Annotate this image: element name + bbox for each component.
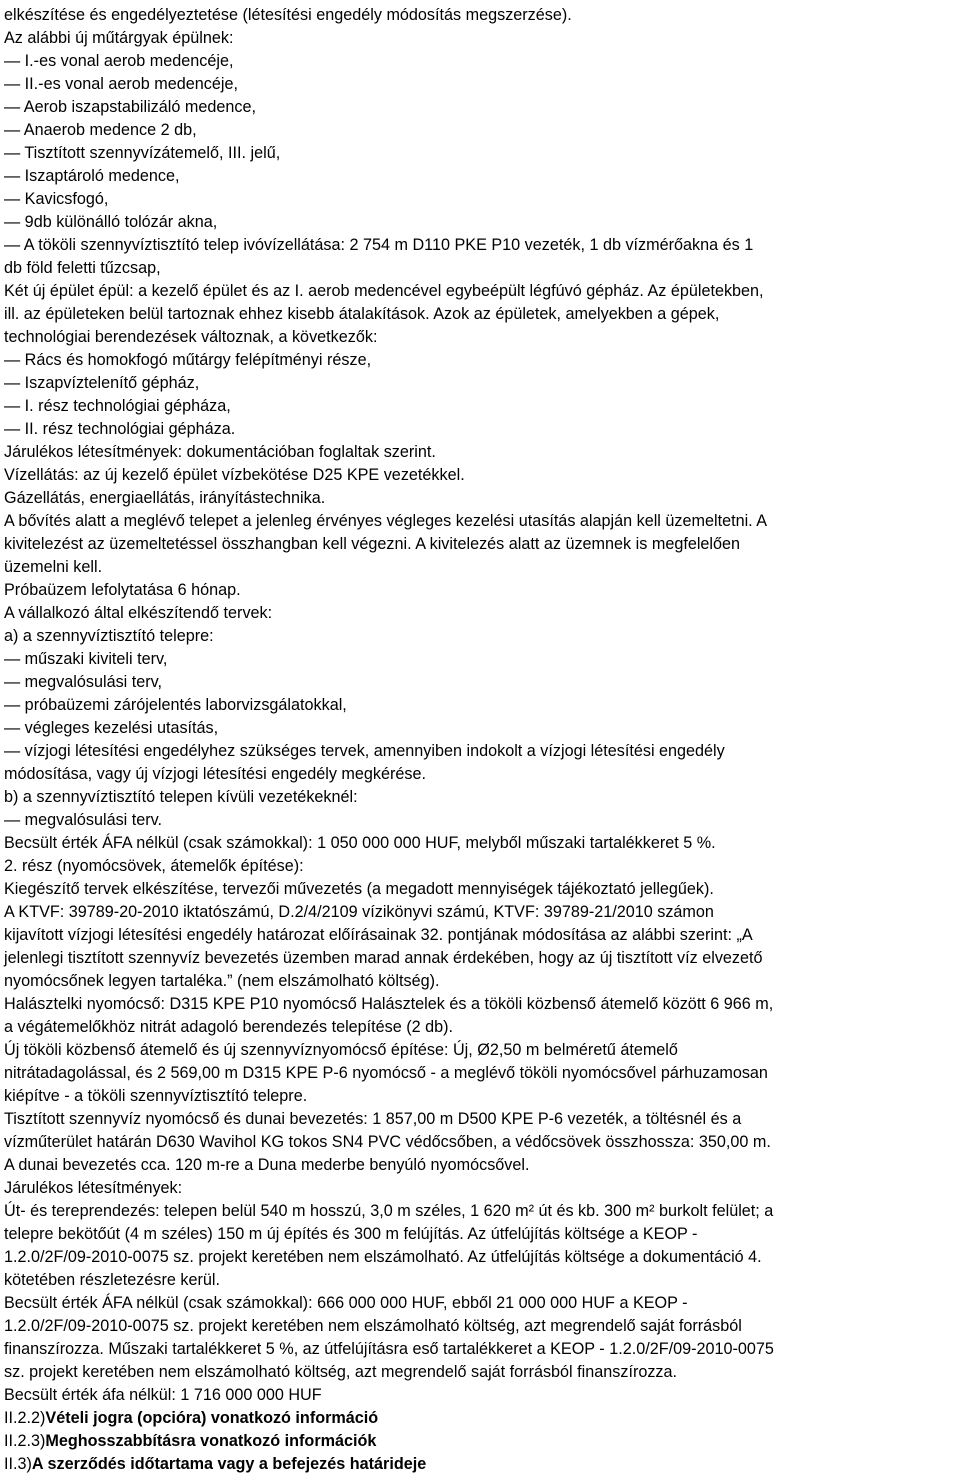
text-line: — vízjogi létesítési engedélyhez szükséges tervek, amennyiben indokolt a vízjogi létesítési engedély	[4, 742, 725, 760]
text-line: A bővítés alatt a meglévő telepet a jelenleg érvényes végleges kezelési utasítás alapján kell üzemeltetni. A	[4, 512, 768, 530]
section-title: A szerződés időtartama vagy a befejezés határideje	[31, 1455, 427, 1473]
text-line: a) a szennyvíztisztító telepre:	[4, 627, 214, 645]
text-line: — megvalósulási terv.	[4, 811, 163, 829]
text-line: 1.2.0/2F/09-2010-0075 sz. projekt keretében nem elszámolható költség, azt megrendelő saját forrásból	[4, 1317, 742, 1335]
text-line: — Rács és homokfogó műtárgy felépítményi része,	[4, 351, 372, 369]
section-title: Vételi jogra (opcióra) vonatkozó információ	[45, 1409, 379, 1427]
text-line: — A tököli szennyvíztisztító telep ivóvízellátása: 2 754 m D110 PKE P10 vezeték, 1 db vízmérőakna és 1	[4, 236, 754, 254]
text-line: — Kavicsfogó,	[4, 190, 109, 208]
text-line: — Tisztított szennyvízátemelő, III. jelű,	[4, 144, 281, 162]
text-line: — Iszaptároló medence,	[4, 167, 180, 185]
text-line: — végleges kezelési utasítás,	[4, 719, 219, 737]
text-line: 1.2.0/2F/09-2010-0075 sz. projekt keretében nem elszámolható. Az útfelújítás költsége a dokumentáció 4.	[4, 1248, 762, 1266]
text-line: Új tököli közbenső átemelő és új szennyvíznyomócső építése: Új, Ø2,50 m belméretű átemelő	[4, 1041, 678, 1059]
text-line: Tisztított szennyvíz nyomócső és dunai bevezetés: 1 857,00 m D500 KPE P-6 vezeték, a töltésnél és a	[4, 1110, 742, 1128]
text-line: Járulékos létesítmények: dokumentációban foglaltak szerint.	[4, 443, 436, 461]
text-line: Vízellátás: az új kezelő épület vízbekötése D25 KPE vezetékkel.	[4, 466, 465, 484]
text-line: kijavított vízjogi létesítési engedély határozat előírásainak 32. pontjának módosítása az alábbi szerint: „A	[4, 926, 753, 944]
text-line: Becsült érték ÁFA nélkül (csak számokkal): 1 050 000 000 HUF, melyből műszaki tartalékkeret 5 %.	[4, 834, 716, 852]
text-line: 2. rész (nyomócsövek, átemelők építése):	[4, 857, 304, 875]
section-title: Meghosszabbításra vonatkozó információk	[45, 1432, 377, 1450]
text-line: nitrátadagolással, és 2 569,00 m D315 KPE P-6 nyomócső - a meglévő tököli nyomócsővel párhuzamosan	[4, 1064, 768, 1082]
text-line: sz. projekt keretében nem elszámolható költség, azt megrendelő saját forrásból finanszírozza.	[4, 1363, 678, 1381]
text-line: kivitelezést az üzemeltetéssel összhangban kell végezni. A kivitelezés alatt az üzemnek is megfelelően	[4, 535, 741, 553]
text-line: A dunai bevezetés cca. 120 m-re a Duna mederbe benyúló nyomócsővel.	[4, 1156, 530, 1174]
text-line: — megvalósulási terv,	[4, 673, 163, 691]
section-heading-option	[4, 1407, 958, 1430]
text-line: — II.-es vonal aerob medencéje,	[4, 75, 238, 93]
text-line: Becsült érték ÁFA nélkül (csak számokkal): 666 000 000 HUF, ebből 21 000 000 HUF a KEOP -	[4, 1294, 688, 1312]
section-heading-duration	[4, 1453, 958, 1476]
text-line: Becsült érték áfa nélkül: 1 716 000 000 HUF	[4, 1386, 322, 1404]
text-line: ill. az épületeken belül tartoznak ehhez kisebb átalakítások. Azok az épületek, amelyekben a gépek,	[4, 305, 720, 323]
text-line: kötetében részletezésre kerül.	[4, 1271, 220, 1289]
text-line: Az alábbi új műtárgyak épülnek:	[4, 29, 234, 47]
text-line: — I.-es vonal aerob medencéje,	[4, 52, 234, 70]
text-line: módosítása, vagy új vízjogi létesítési engedély megkérése.	[4, 765, 426, 783]
text-line: Két új épület épül: a kezelő épület és az I. aerob medencével egybeépült légfúvó gépház. Az épületekben,	[4, 282, 764, 300]
text-line: üzemelni kell.	[4, 558, 103, 576]
text-line: — műszaki kiviteli terv,	[4, 650, 168, 668]
text-line: Út- és tereprendezés: telepen belül 540 m hosszú, 3,0 m széles, 1 620 m² út és kb. 300 m² burkolt felület; a	[4, 1202, 774, 1220]
document-body	[4, 4, 958, 1407]
text-line: Járulékos létesítmények:	[4, 1179, 183, 1197]
text-line: A KTVF: 39789-20-2010 iktatószámú, D.2/4/2109 vízikönyvi számú, KTVF: 39789-21/2010 számon	[4, 903, 714, 921]
text-line: elkészítése és engedélyeztetése (létesítési engedély módosítás megszerzése).	[4, 6, 572, 24]
text-line: b) a szennyvíztisztító telepen kívüli vezetékeknél:	[4, 788, 358, 806]
text-line: nyomócsőnek legyen tartaléka.” (nem elszámolható költség).	[4, 972, 440, 990]
text-line: A vállalkozó által elkészítendő tervek:	[4, 604, 273, 622]
text-line: — próbaüzemi zárójelentés laborvizsgálatokkal,	[4, 696, 347, 714]
text-line: — Anaerob medence 2 db,	[4, 121, 197, 139]
section-heading-extension	[4, 1430, 958, 1453]
text-line: Halásztelki nyomócső: D315 KPE P10 nyomócső Halásztelek és a tököli közbenső átemelő között 6 966 m,	[4, 995, 774, 1013]
text-line: a végátemelőkhöz nitrát adagoló berendezés telepítése (2 db).	[4, 1018, 454, 1036]
section-number: II.3)	[4, 1455, 32, 1473]
text-line: vízműterület határán D630 Wavihol KG tokos SN4 PVC védőcsőben, a védőcsövek összhossza: 350,00 m.	[4, 1133, 771, 1151]
text-line: Kiegészítő tervek elkészítése, tervezői művezetés (a megadott mennyiségek tájékoztató jellegűek).	[4, 880, 714, 898]
text-line: finanszírozza. Műszaki tartalékkeret 5 %, az útfelújításra eső tartalékkeret a KEOP - 1.2.0/2F/09-2010-0075	[4, 1340, 774, 1358]
text-line: kiépítve - a tököli szennyvíztisztító telepre.	[4, 1087, 308, 1105]
text-line: — 9db különálló tolózár akna,	[4, 213, 218, 231]
text-line: — Iszapvíztelenítő gépház,	[4, 374, 200, 392]
section-number: II.2.2)	[4, 1409, 46, 1427]
text-line: telepre bekötőút (4 m széles) 150 m új építés és 300 m felújítás. Az útfelújítás költsége a KEOP -	[4, 1225, 698, 1243]
text-line: — II. rész technológiai gépháza.	[4, 420, 236, 438]
text-line: Próbaüzem lefolytatása 6 hónap.	[4, 581, 241, 599]
text-line: jelenlegi tisztított szennyvíz bevezetés üzemben marad annak érdekében, hogy az új tisztított víz elvezető	[4, 949, 763, 967]
text-line: — Aerob iszapstabilizáló medence,	[4, 98, 256, 116]
text-line: — I. rész technológiai gépháza,	[4, 397, 231, 415]
text-line: technológiai berendezések változnak, a következők:	[4, 328, 378, 346]
text-line: Gázellátás, energiaellátás, irányítástechnika.	[4, 489, 326, 507]
section-number: II.2.3)	[4, 1432, 46, 1450]
text-line: db föld feletti tűzcsap,	[4, 259, 161, 277]
